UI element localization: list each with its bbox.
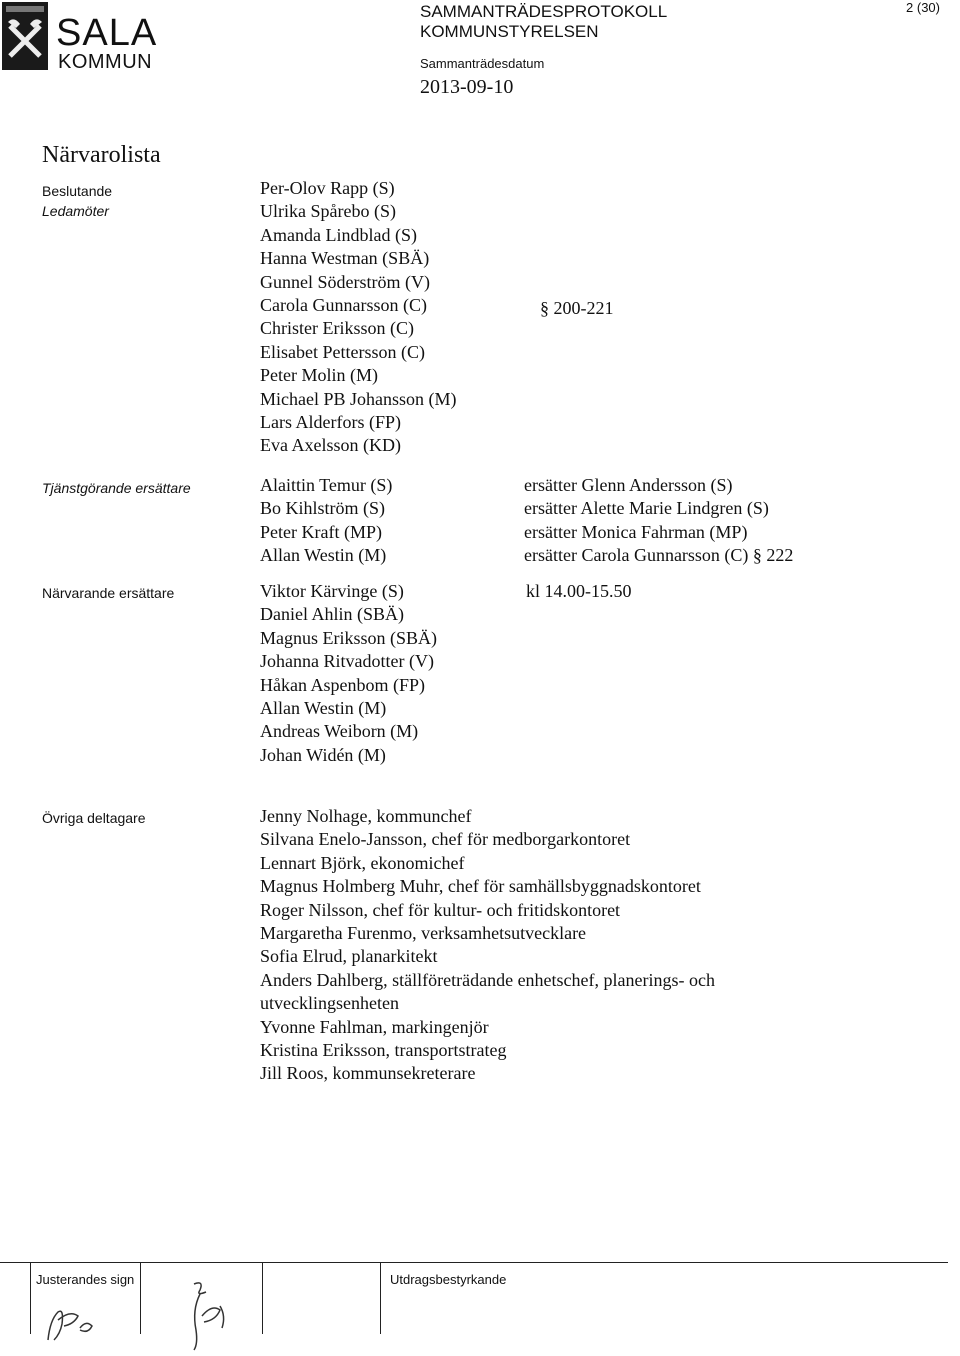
list-item: ersätter Glenn Andersson (S): [524, 475, 733, 495]
signature-1: [40, 1290, 130, 1350]
list-item: Per-Olov Rapp (S): [260, 178, 395, 198]
list-item: Viktor Kärvinge (S): [260, 581, 404, 601]
list-item: Allan Westin (M): [260, 545, 387, 566]
paragraph-range: § 200-221: [540, 298, 614, 318]
narvarande-label: Närvarande ersättare: [42, 585, 175, 601]
footer-divider: [30, 1262, 31, 1334]
meeting-date: 2013-09-10: [420, 76, 514, 98]
justerandes-sign-label: Justerandes sign: [36, 1272, 135, 1287]
list-item: Silvana Enelo-Jansson, chef för medborgarkontoret: [260, 829, 631, 850]
sala-kommun-logo: [2, 2, 48, 70]
list-item: Ulrika Spårebo (S): [260, 201, 396, 222]
list-item: Jenny Nolhage, kommunchef: [260, 806, 472, 826]
narvarande-list: [260, 580, 437, 767]
utdragsbestyrkande-label: Utdragsbestyrkande: [390, 1272, 507, 1287]
list-item: Magnus Eriksson (SBÄ): [260, 627, 438, 648]
list-item: ersätter Monica Fahrman (MP): [524, 521, 748, 542]
logo-subname: KOMMUN: [58, 51, 153, 73]
list-item: Hanna Westman (SBÄ): [260, 248, 430, 269]
list-item: Jill Roos, kommunsekreterare: [260, 1063, 476, 1084]
list-item: Kristina Eriksson, transportstrateg: [260, 1040, 507, 1061]
signature-2: [170, 1280, 260, 1352]
list-item: Daniel Ahlin (SBÄ): [260, 604, 404, 625]
footer-divider: [380, 1262, 381, 1334]
date-label: Sammanträdesdatum: [420, 56, 545, 71]
tjanstgorande-label: Tjänstgörande ersättare: [42, 480, 191, 496]
list-item: Alaittin Temur (S): [260, 475, 393, 495]
ovriga-label: Övriga deltagare: [42, 810, 146, 826]
beslutande-label: Beslutande: [42, 183, 113, 199]
list-item: Peter Kraft (MP): [260, 521, 382, 542]
footer-divider: [262, 1262, 263, 1334]
ledamoter-list: [260, 177, 457, 458]
ovriga-list: [260, 805, 715, 1086]
list-item: Bo Kihlström (S): [260, 498, 386, 519]
list-item: Amanda Lindblad (S): [260, 224, 417, 245]
list-item: Håkan Aspenbom (FP): [260, 674, 425, 695]
page-title: Närvarolista: [42, 142, 161, 168]
footer-rule: [0, 1262, 948, 1263]
body-name: KOMMUNSTYRELSEN: [420, 22, 599, 41]
ledamoter-label: Ledamöter: [42, 203, 109, 219]
list-item: utvecklingsenheten: [260, 993, 399, 1014]
narvarande-time: kl 14.00-15.50: [526, 581, 632, 601]
list-item: Eva Axelsson (KD): [260, 435, 401, 456]
list-item: ersätter Carola Gunnarsson (C) § 222: [524, 545, 794, 566]
list-item: Michael PB Johansson (M): [260, 388, 457, 409]
list-item: Sofia Elrud, planarkitekt: [260, 946, 438, 967]
list-item: Anders Dahlberg, ställföreträdande enhetschef, planerings- och: [260, 969, 715, 990]
list-item: Roger Nilsson, chef för kultur- och fritidskontoret: [260, 899, 621, 920]
list-item: Lars Alderfors (FP): [260, 412, 401, 433]
list-item: Lennart Björk, ekonomichef: [260, 852, 465, 873]
list-item: Johanna Ritvadotter (V): [260, 651, 434, 672]
list-item: Carola Gunnarsson (C): [260, 295, 427, 316]
list-item: Yvonne Fahlman, markingenjör: [260, 1016, 489, 1037]
ersatter-list: [524, 474, 793, 568]
list-item: Margaretha Furenmo, verksamhetsutvecklare: [260, 923, 587, 944]
list-item: Gunnel Söderström (V): [260, 271, 430, 292]
tjanstgorande-list: [260, 474, 392, 568]
protocol-title: SAMMANTRÄDESPROTOKOLL: [420, 2, 668, 21]
list-item: ersätter Alette Marie Lindgren (S): [524, 498, 769, 519]
list-item: Johan Widén (M): [260, 744, 386, 765]
list-item: Christer Eriksson (C): [260, 318, 414, 339]
page-number: 2 (30): [906, 0, 940, 15]
logo-name: SALA: [56, 12, 158, 54]
list-item: Allan Westin (M): [260, 698, 387, 719]
list-item: Elisabet Pettersson (C): [260, 341, 425, 362]
list-item: Andreas Weiborn (M): [260, 721, 419, 742]
footer-divider: [140, 1262, 141, 1334]
list-item: Peter Molin (M): [260, 365, 378, 386]
list-item: Magnus Holmberg Muhr, chef för samhällsbyggnadskontoret: [260, 876, 701, 897]
